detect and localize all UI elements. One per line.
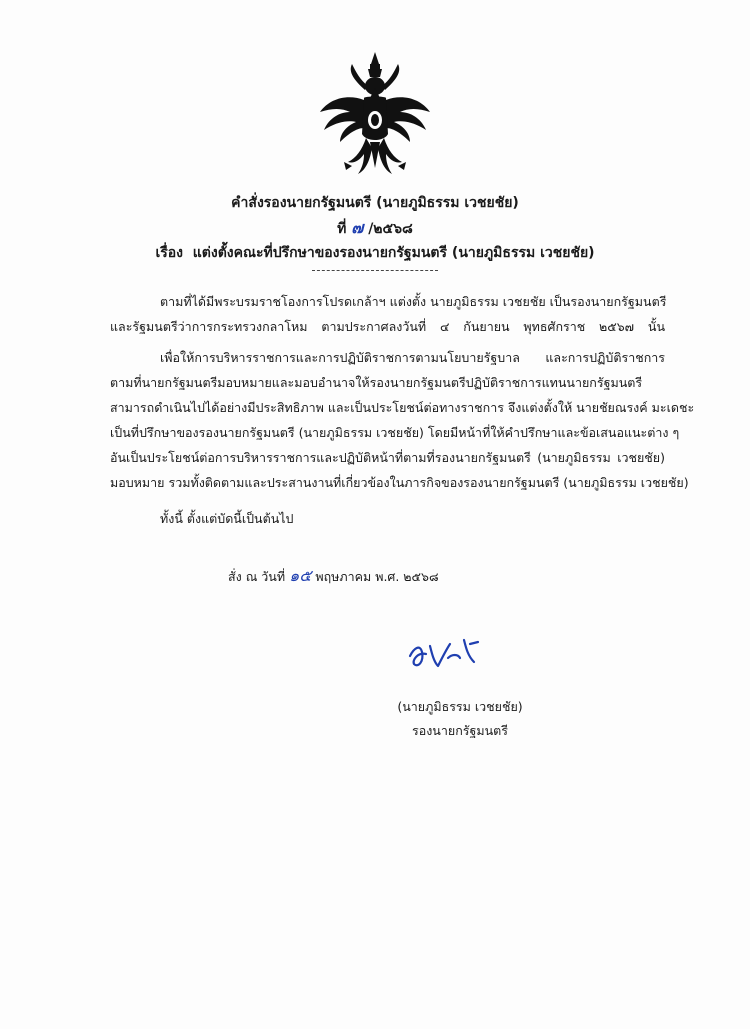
header-divider <box>312 270 438 271</box>
subject-label: เรื่อง <box>155 245 183 261</box>
effective-statement: ทั้งนี้ ตั้งแต่บัดนี้เป็นต้นไป <box>160 511 294 526</box>
order-date <box>228 567 439 586</box>
paragraph-2-line-1: เพื่อให้การบริหารราชการและการปฏิบัติราชการตามนโยบายรัฐบาล และการปฏิบัติราชการ <box>160 350 665 365</box>
signatory-title: รองนายกรัฐมนตรี <box>411 723 508 738</box>
order-day-handwritten: ๑๕ <box>289 566 312 585</box>
order-number <box>0 218 750 239</box>
paragraph-2-line-2: ตามที่นายกรัฐมนตรีมอบหมายและมอบอำนาจให้รองนายกรัฐมนตรีปฏิบัติราชการแทนนายกรัฐมนตรี <box>110 375 643 390</box>
order-date-prefix: สั่ง ณ วันที่ <box>228 569 286 584</box>
order-number-prefix: ที่ <box>337 221 347 237</box>
order-number-suffix: /๒๕๖๘ <box>368 221 413 237</box>
order-number-handwritten: ๗ <box>351 218 364 237</box>
paragraph-1-line-1: ตามที่ได้มีพระบรมราชโองการโปรดเกล้าฯ แต่งตั้ง นายภูมิธรรม เวชยชัย เป็นรองนายกรัฐมนตรี <box>160 294 667 309</box>
handwritten-signature <box>404 632 486 676</box>
paragraph-2-line-5: อันเป็นประโยชน์ต่อการบริหารราชการและปฏิบัติหน้าที่ตามที่รองนายกรัฐมนตรี (นายภูมิธรรม เวชยชัย) <box>110 450 665 465</box>
order-title: คำสั่งรองนายกรัฐมนตรี (นายภูมิธรรม เวชยชัย) <box>231 195 519 211</box>
paragraph-2-line-3: สามารถดำเนินไปได้อย่างมีประสิทธิภาพ และเป็นประโยชน์ต่อทางราชการ จึงแต่งตั้งให้ นายชัยณรงค์ มะเดชะ <box>110 400 695 415</box>
paragraph-2-line-6: มอบหมาย รวมทั้งติดตามและประสานงานที่เกี่ยวข้องในภารกิจของรองนายกรัฐมนตรี (นายภูมิธรรม เวชยชัย) <box>110 475 689 490</box>
order-subject <box>0 243 750 263</box>
subject-text: แต่งตั้งคณะที่ปรึกษาของรองนายกรัฐมนตรี (นายภูมิธรรม เวชยชัย) <box>192 245 595 261</box>
paragraph-2-line-4: เป็นที่ปรึกษาของรองนายกรัฐมนตรี (นายภูมิธรรม เวชยชัย) โดยมีหน้าที่ให้คำปรึกษาและข้อเสนอแนะต่าง ๆ <box>110 425 680 440</box>
garuda-emblem-icon <box>318 50 432 180</box>
paragraph-1-line-2: และรัฐมนตรีว่าการกระทรวงกลาโหม ตามประกาศลงวันที่ ๔ กันยายน พุทธศักราช ๒๕๖๗ นั้น <box>110 319 665 334</box>
signatory-name: (นายภูมิธรรม เวชยชัย) <box>397 699 523 714</box>
order-month-year: พฤษภาคม พ.ศ. ๒๕๖๘ <box>315 569 439 584</box>
